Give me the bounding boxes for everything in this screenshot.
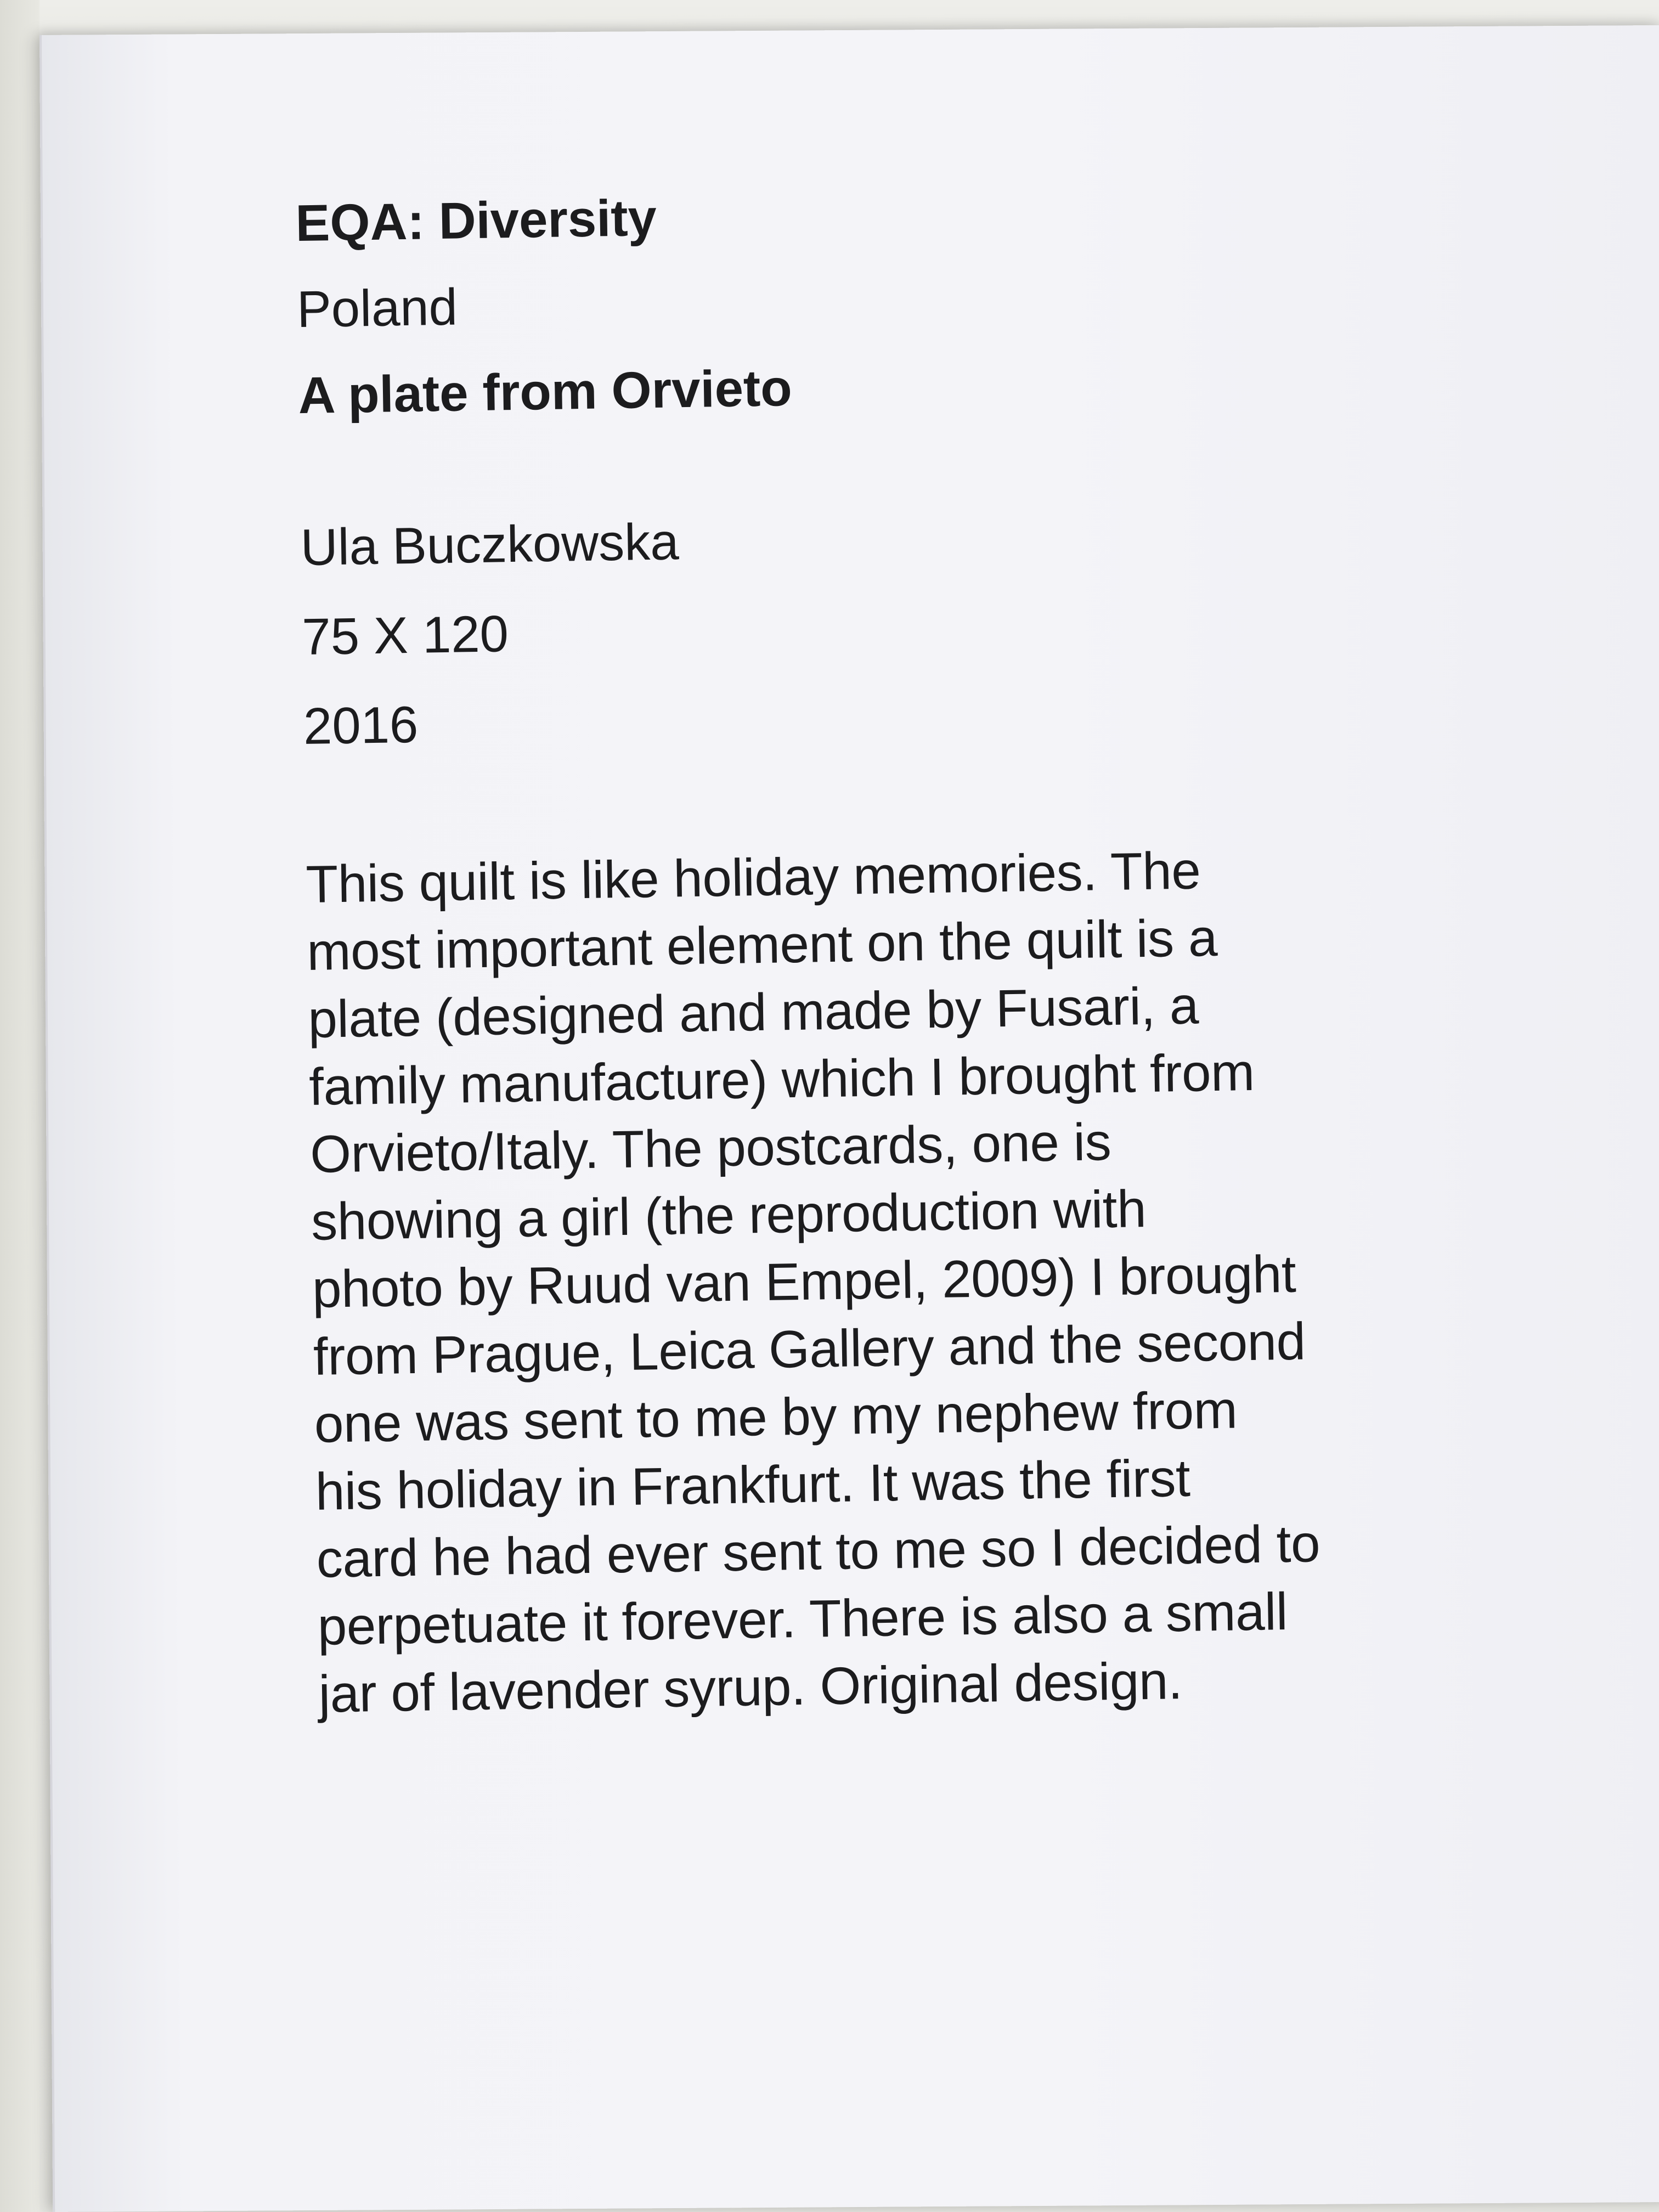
description-line: family manufacture) which I brought from — [308, 1042, 1255, 1116]
description-line: plate (designed and made by Fusari, a — [307, 976, 1199, 1049]
description-line: showing a girl (the reproduction with — [311, 1179, 1147, 1251]
exhibit-label-card — [40, 25, 1659, 2212]
description-line: card he had ever sent to me so I decided to — [316, 1514, 1321, 1589]
description-line: from Prague, Leica Gallery and the second — [313, 1312, 1306, 1386]
quilt-dimensions: 75 X 120 — [301, 605, 509, 666]
description-line: his holiday in Frankfurt. It was the first — [315, 1448, 1191, 1521]
description-line: one was sent to me by my nephew from — [314, 1380, 1238, 1454]
description-line: This quilt is like holiday memories. The — [305, 841, 1201, 914]
country: Poland — [296, 278, 458, 338]
description-line: photo by Ruud van Empel, 2009) I brought — [312, 1244, 1296, 1319]
background-surface-left — [0, 0, 40, 2212]
description-line: perpetuate it forever. There is also a small — [317, 1582, 1288, 1656]
description-line: jar of lavender syrup. Original design. — [318, 1651, 1183, 1724]
label-text-block — [295, 173, 1581, 1728]
description-line: most important element on the quilt is a — [306, 908, 1218, 981]
quilt-year: 2016 — [303, 695, 419, 755]
description-line: Orvieto/Italy. The postcards, one is — [309, 1112, 1112, 1184]
exhibition-name: EQA: Diversity — [295, 188, 657, 252]
artist-name: Ula Buczkowska — [300, 512, 680, 577]
quilt-description — [306, 833, 1460, 1728]
quilt-title: A plate from Orvieto — [297, 358, 793, 424]
